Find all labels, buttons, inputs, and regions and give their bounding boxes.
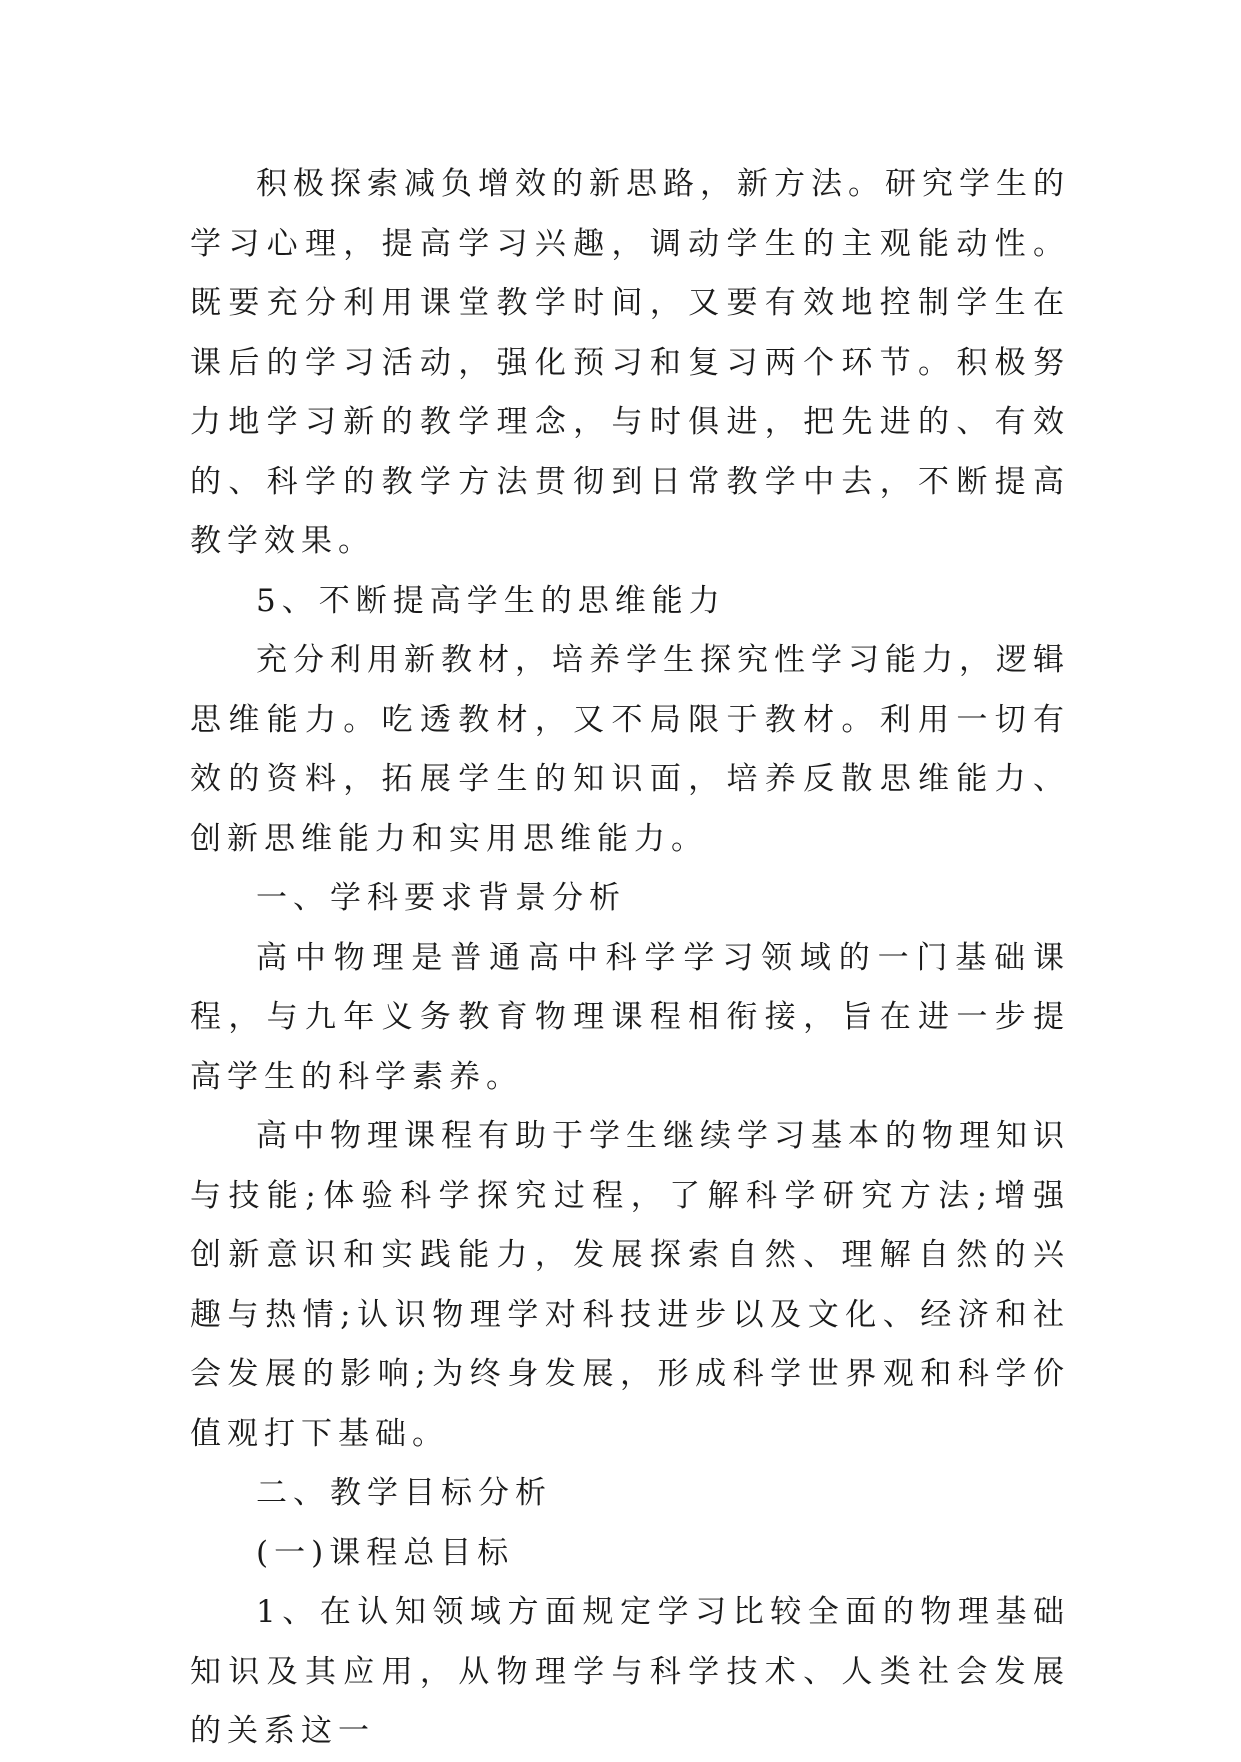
paragraph-thinking-ability: 充分利用新教材，培养学生探究性学习能力，逻辑思维能力。吃透教材，又不局限于教材。利用一切有效的资料，拓展学生的知识面，培养反散思维能力、创新思维能力和实用思维能力。	[190, 642, 1070, 857]
heading-thinking-ability: 5、不断提高学生的思维能力	[256, 582, 726, 619]
paragraph-cognitive-domain: 1、在认知领域方面规定学习比较全面的物理基础知识及其应用，从物理学与科学技术、人类社会发展的关系这一	[190, 1594, 1070, 1749]
heading-teaching-goals: 二、教学目标分析	[256, 1475, 552, 1511]
document-body	[190, 155, 1070, 1762]
paragraph-teaching-methods: 积极探索减负增效的新思路，新方法。研究学生的学习心理，提高学习兴趣，调动学生的主观能动性。既要充分利用课堂教学时间，又要有效地控制学生在课后的学习活动，强化预习和复习两个环节。积极努力地学习新的教学理念，与时俱进，把先进的、有效的、科学的教学方法贯彻到日常教学中去，不断提高教学效果。	[190, 166, 1070, 559]
paragraph-physics-course: 高中物理课程有助于学生继续学习基本的物理知识与技能;体验科学探究过程，了解科学研究方法;增强创新意识和实践能力，发展探索自然、理解自然的兴趣与热情;认识物理学对科技进步以及文化、经济和社会发展的影响;为终身发展，形成科学世界观和科学价值观打下基础。	[190, 1118, 1070, 1452]
heading-subject-background: 一、学科要求背景分析	[256, 880, 626, 916]
subheading-course-goals: (一)课程总目标	[256, 1534, 515, 1571]
paragraph-physics-intro: 高中物理是普通高中科学学习领域的一门基础课程，与九年义务教育物理课程相衔接，旨在进一步提高学生的科学素养。	[190, 939, 1070, 1095]
